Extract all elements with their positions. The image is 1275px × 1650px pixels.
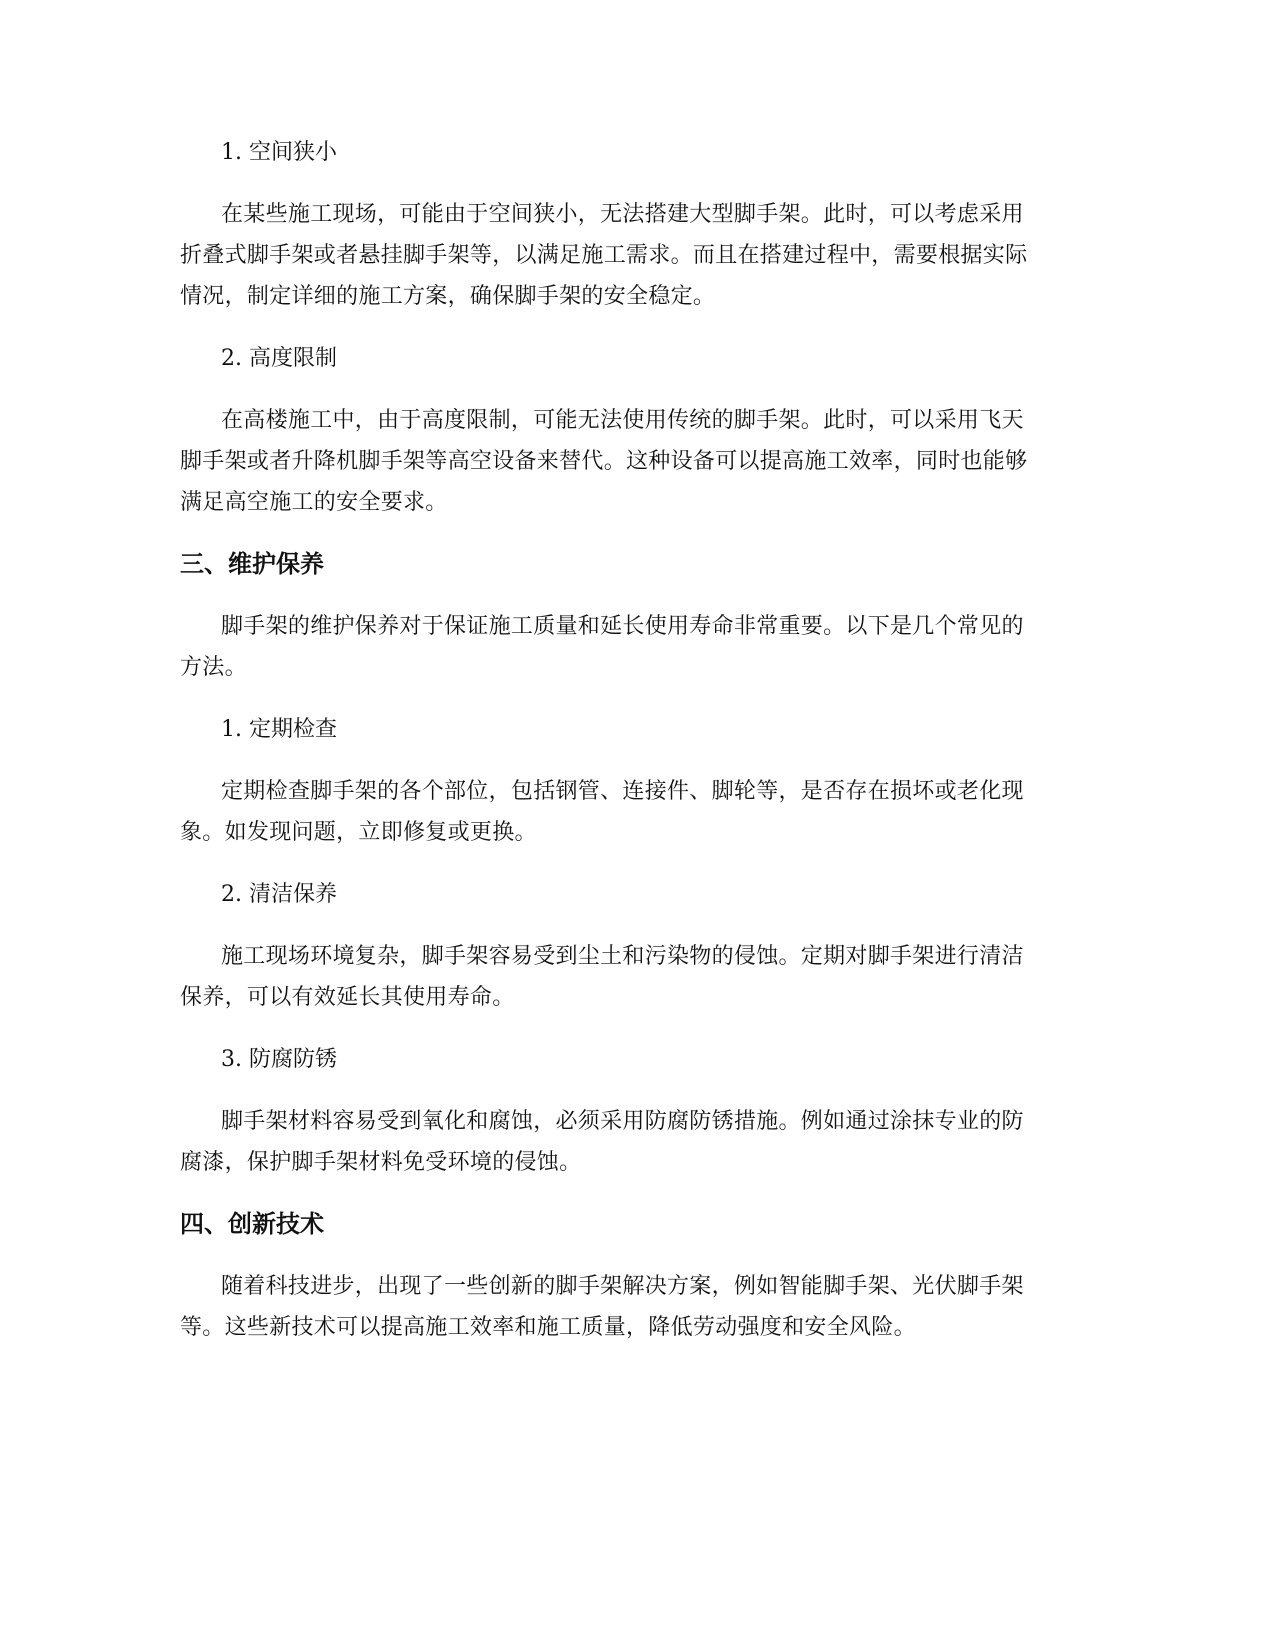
list-item-space-narrow: 1. 空间狭小: [221, 140, 337, 165]
paragraph-innovation: 随着科技进步，出现了一些创新的脚手架解决方案，例如智能脚手架、光伏脚手架等。这些新技术可以提高施工效率和施工质量，降低劳动强度和安全风险。: [180, 1274, 1024, 1340]
section-heading-innovation: 四、创新技术: [180, 1210, 324, 1238]
paragraph-anticorrosion: 脚手架材料容易受到氧化和腐蚀，必须采用防腐防锈措施。例如通过涂抹专业的防腐漆，保护脚手架材料免受环境的侵蚀。: [180, 1109, 1024, 1175]
list-item-height-limit: 2. 高度限制: [221, 346, 337, 371]
document-page: [180, 132, 1035, 1348]
paragraph-maintenance-intro: 脚手架的维护保养对于保证施工质量和延长使用寿命非常重要。以下是几个常见的方法。: [180, 614, 1024, 680]
paragraph-height-limit: 在高楼施工中，由于高度限制，可能无法使用传统的脚手架。此时，可以采用飞天脚手架或者升降机脚手架等高空设备来替代。这种设备可以提高施工效率，同时也能够满足高空施工的安全要求。: [180, 408, 1028, 515]
list-item-anticorrosion: 3. 防腐防锈: [221, 1047, 337, 1072]
paragraph-space-narrow: 在某些施工现场，可能由于空间狭小，无法搭建大型脚手架。此时，可以考虑采用折叠式脚手架或者悬挂脚手架等，以满足施工需求。而且在搭建过程中，需要根据实际情况，制定详细的施工方案，确保脚手架的安全稳定。: [180, 202, 1028, 309]
section-heading-maintenance: 三、维护保养: [180, 550, 324, 578]
paragraph-cleaning: 施工现场环境复杂，脚手架容易受到尘土和污染物的侵蚀。定期对脚手架进行清洁保养，可以有效延长其使用寿命。: [180, 944, 1024, 1010]
list-item-regular-inspection: 1. 定期检查: [221, 717, 337, 742]
list-item-cleaning: 2. 清洁保养: [221, 882, 337, 907]
paragraph-regular-inspection: 定期检查脚手架的各个部位，包括钢管、连接件、脚轮等，是否存在损坏或老化现象。如发现问题，立即修复或更换。: [180, 779, 1024, 845]
